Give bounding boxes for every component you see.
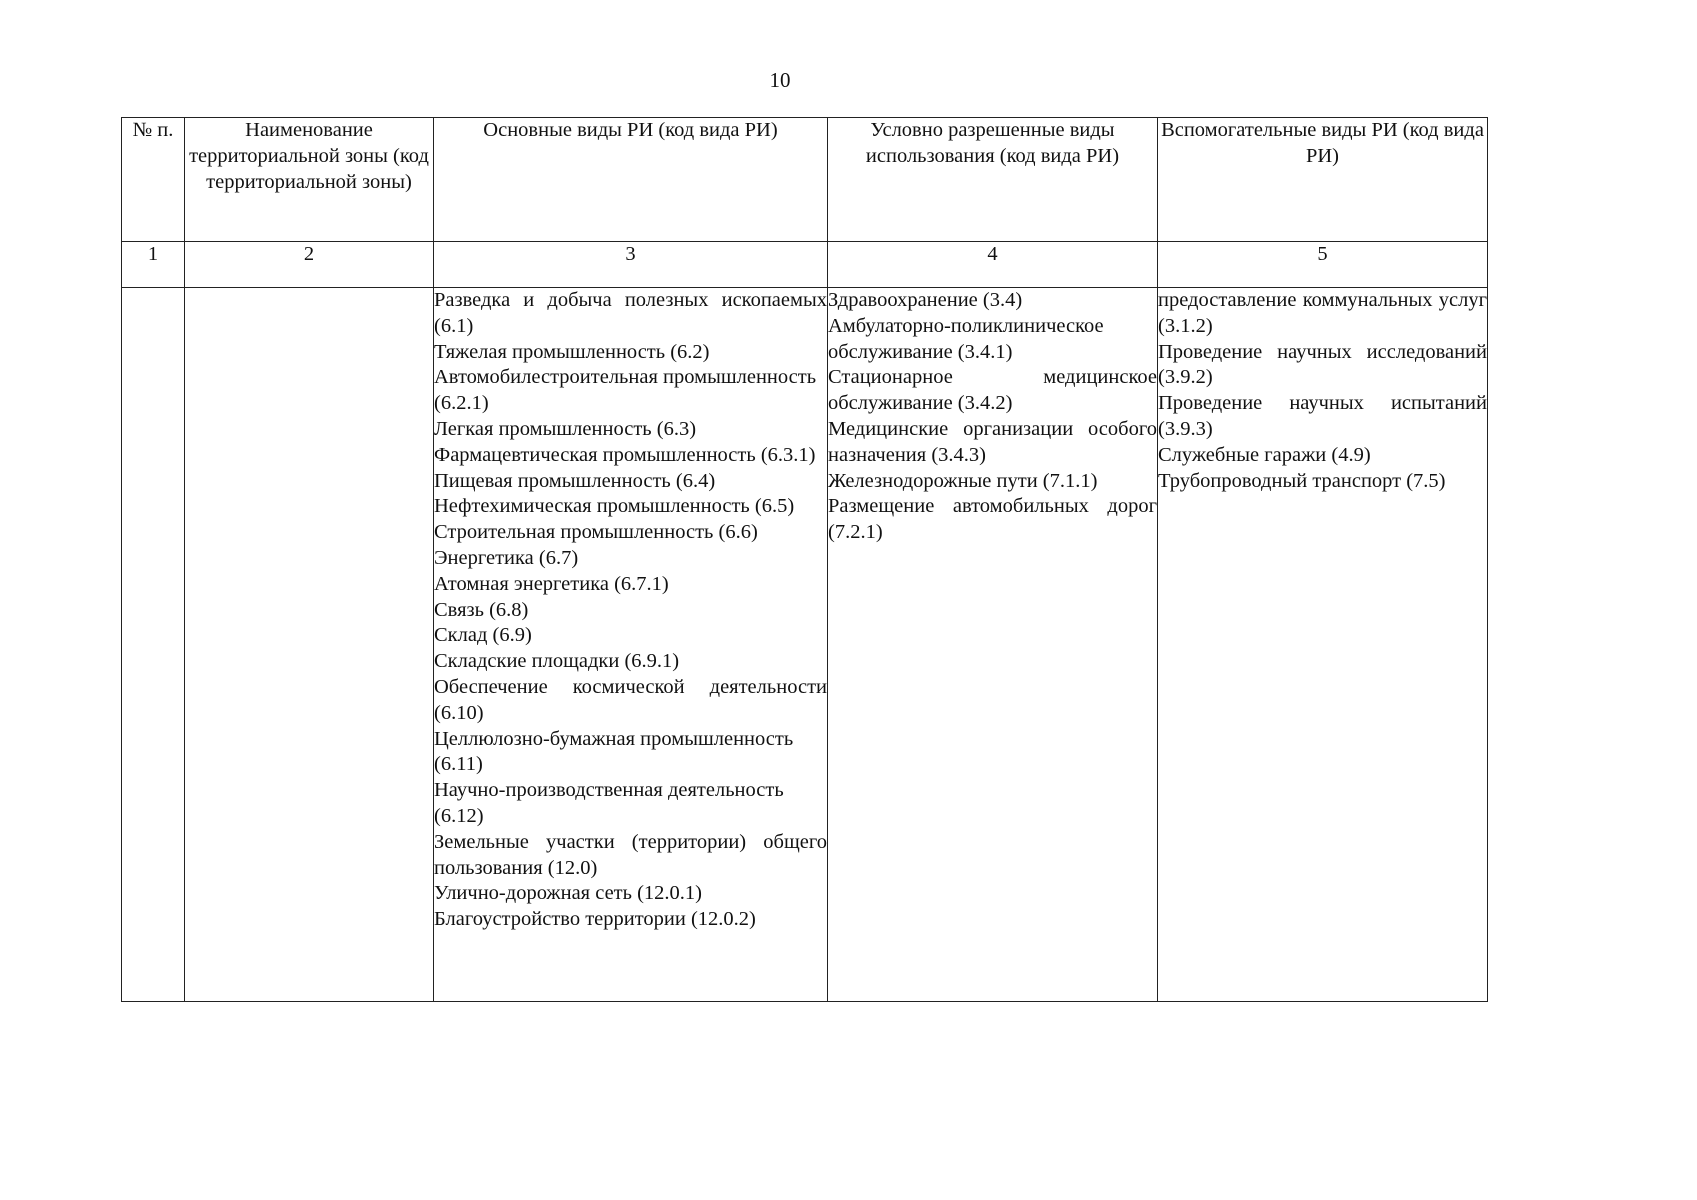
main-use-item: Обеспечение космической деятельности (6.10) <box>434 675 827 724</box>
auxiliary-use-item: предоставление коммунальных услуг (3.1.2) <box>1158 289 1487 337</box>
conditional-use-item: Амбулаторно-поликлиническое обслуживание (3.4.1) <box>828 314 1104 363</box>
header-auxiliary-uses: Вспомогательные виды РИ (код вида РИ) <box>1158 118 1488 242</box>
main-use-item: Легкая промышленность (6.3) <box>434 417 697 440</box>
row-number-cell <box>122 288 185 1002</box>
main-use-item: Нефтехимическая промышленность (6.5) <box>434 495 795 518</box>
conditional-uses-cell <box>828 288 1158 1002</box>
column-number: 3 <box>434 242 828 288</box>
page-number: 10 <box>769 68 791 92</box>
auxiliary-use-item: Служебные гаражи (4.9) <box>1158 443 1371 466</box>
conditional-use-item: Медицинские организации особого назначения (3.4.3) <box>828 417 1157 466</box>
main-use-item: Связь (6.8) <box>434 598 529 621</box>
column-number: 2 <box>185 242 434 288</box>
main-uses-cell <box>434 288 828 1002</box>
main-use-item: Благоустройство территории (12.0.2) <box>434 908 756 931</box>
header-main-uses: Основные виды РИ (код вида РИ) <box>434 118 828 242</box>
zone-name-cell <box>185 288 434 1002</box>
zones-table <box>121 117 1488 1002</box>
main-use-item: Научно-производственная деятельность (6.12) <box>434 779 784 827</box>
header-zone-name: Наименование территориальной зоны (код территориальной зоны) <box>185 118 434 242</box>
table-row <box>122 288 1488 1002</box>
main-use-item: Автомобилестроительная промышленность (6.2.1) <box>434 366 817 415</box>
conditional-use-item: Железнодорожные пути (7.1.1) <box>828 469 1098 492</box>
conditional-use-item: Размещение автомобильных дорог (7.2.1) <box>828 495 1157 544</box>
auxiliary-use-item: Проведение научных исследований (3.9.2) <box>1158 340 1487 389</box>
main-use-item: Земельные участки (территории) общего пользования (12.0) <box>434 830 827 879</box>
column-number: 4 <box>828 242 1158 288</box>
main-use-item: Улично-дорожная сеть (12.0.1) <box>434 882 703 905</box>
main-use-item: Тяжелая промышленность (6.2) <box>434 340 710 363</box>
header-row <box>122 118 1488 242</box>
main-use-item: Складские площадки (6.9.1) <box>434 650 680 673</box>
main-use-item: Склад (6.9) <box>434 624 532 647</box>
column-number: 1 <box>122 242 185 288</box>
column-number-row <box>122 242 1488 288</box>
conditional-use-item: Здравоохранение (3.4) <box>828 289 1023 311</box>
main-use-item: Фармацевтическая промышленность (6.3.1) <box>434 443 816 466</box>
header-conditional-uses: Условно разрешенные виды использования (код вида РИ) <box>828 118 1158 242</box>
column-number: 5 <box>1158 242 1488 288</box>
auxiliary-use-item: Проведение научных испытаний (3.9.3) <box>1158 392 1487 440</box>
conditional-use-item: Стационарное медицинское обслуживание (3.4.2) <box>828 366 1157 415</box>
header-number: № п. <box>122 118 185 242</box>
main-use-item: Атомная энергетика (6.7.1) <box>434 572 669 595</box>
auxiliary-uses-cell <box>1158 288 1488 1002</box>
auxiliary-use-item: Трубопроводный транспорт (7.5) <box>1158 469 1446 492</box>
main-use-item: Строительная промышленность (6.6) <box>434 521 758 544</box>
main-use-item: Разведка и добыча полезных ископаемых (6.1) <box>434 289 827 337</box>
main-use-item: Пищевая промышленность (6.4) <box>434 469 716 492</box>
main-use-item: Энергетика (6.7) <box>434 546 579 569</box>
main-use-item: Целлюлозно-бумажная промышленность (6.11) <box>434 727 794 776</box>
